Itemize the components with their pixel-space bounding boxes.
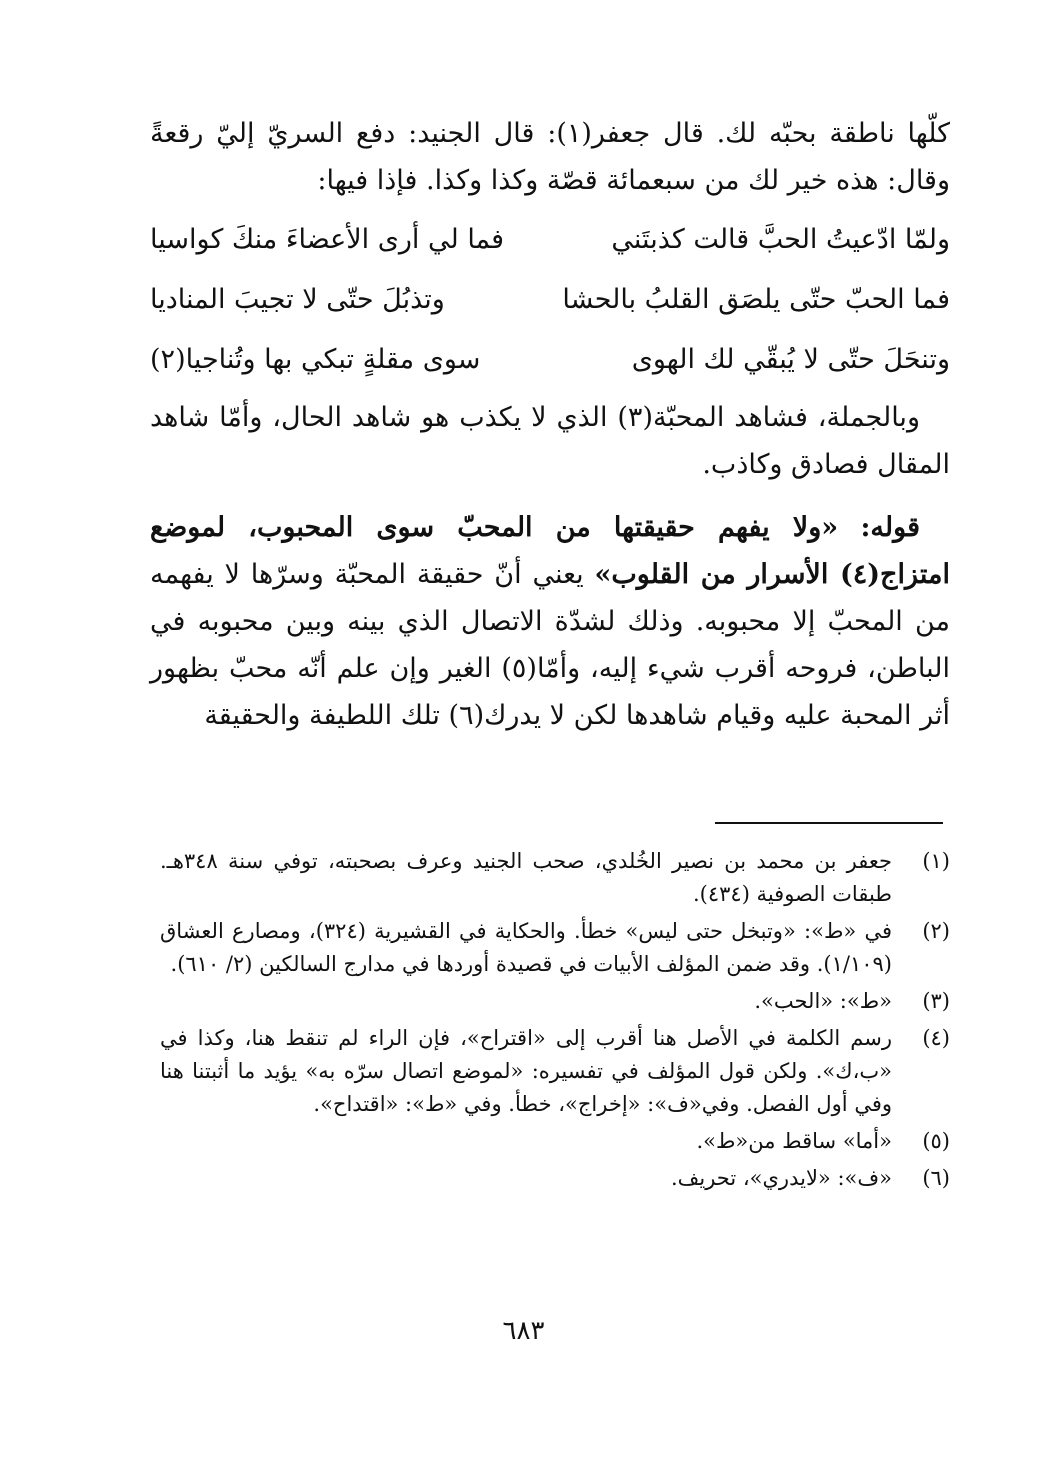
footnote-text: «أما» ساقط من«ط». — [696, 1129, 892, 1153]
verse-first-hemistich: فما الحبّ حتّى يلصَق القلبُ بالحشا — [562, 284, 950, 315]
page-number: ٦٨٣ — [502, 1316, 545, 1346]
footnote — [160, 845, 950, 911]
verse-second-hemistich: سوى مقلةٍ تبكي بها وتُناجيا(٢) — [150, 344, 481, 375]
footnote — [160, 1125, 950, 1158]
paragraph-1: كلّها ناطقة بحبّه لك. قال جعفر(١): قال الجنيد: دفع السريّ إليّ رقعةً وقال: هذه خير لك من سبعمائة قصّة وكذا وكذا. فإذا فيها: — [150, 118, 950, 196]
verse-second-hemistich: وتذبُلَ حتّى لا تجيبَ المناديا — [150, 284, 445, 315]
verse-second-hemistich: فما لي أرى الأعضاءَ منكَ كواسيا — [150, 224, 505, 255]
paragraph-2: وبالجملة، فشاهد المحبّة(٣) الذي لا يكذب هو شاهد الحال، وأمّا شاهد المقال فصادق وكاذب. — [150, 402, 950, 480]
footnote-text: «ف»: «لايدري»، تحريف. — [670, 1166, 892, 1190]
footnote — [160, 985, 950, 1018]
footnote-number: (١) — [922, 849, 950, 873]
footnote-separator — [715, 822, 943, 824]
footnote-number: (٣) — [922, 989, 950, 1013]
footnote-number: (٤) — [922, 1026, 950, 1050]
footnotes — [160, 845, 950, 1199]
paragraph-gap — [150, 488, 950, 504]
footnote-number: (٦) — [922, 1166, 950, 1190]
verse-first-hemistich: ولمّا ادّعيتُ الحبَّ قالت كذبتَني — [611, 224, 950, 255]
footnote-number: (٥) — [922, 1129, 950, 1153]
page-body — [150, 110, 950, 739]
footnote-text: جعفر بن محمد بن نصير الخُلدي، صحب الجنيد وعرف بصحبته، توفي سنة ٣٤٨هـ. طبقات الصوفية (٤٣٤). — [160, 849, 892, 906]
paragraph-3 — [150, 504, 950, 739]
verse-line — [150, 210, 950, 270]
footnote-number: (٢) — [922, 919, 950, 943]
verse-line — [150, 330, 950, 390]
main-text — [150, 110, 950, 739]
paragraph-3-lead: قوله: — [860, 512, 920, 543]
verse-line — [150, 270, 950, 330]
footnote-text: «ط»: «الحب». — [754, 989, 892, 1013]
paragraph-3-quote: «ولا يفهم حقيقتها من المحبّ سوى المحبوب، لموضع امتزاج(٤) الأسرار من القلوب» — [150, 512, 950, 590]
footnote — [160, 1162, 950, 1195]
footnote — [160, 915, 950, 981]
footnote-text: رسم الكلمة في الأصل هنا أقرب إلى «اقتراح»، فإن الراء لم تنقط هنا، وكذا في «ب،ك». ولكن قول المؤلف في تفسيره: «لموضع اتصال سرّه به» يؤيد ما أثبتنا هنا وفي أول الفصل. وفي«ف»: «إخراج»، خطأ. وفي «ط»: «اقتداح». — [160, 1026, 892, 1116]
footnote-text: في «ط»: «وتبخل حتى ليس» خطأ. والحكاية في القشيرية (٣٢٤)، ومصارع العشاق (١/١٠٩). وقد ضمن المؤلف الأبيات في قصيدة أوردها في مدارج السالكين (٢/ ٦١٠). — [160, 919, 892, 976]
footnote — [160, 1022, 950, 1121]
paragraph-3-rest: يعني أنّ حقيقة المحبّة وسرّها لا يفهمه من المحبّ إلا محبوبه. وذلك لشدّة الاتصال الذي بينه وبين محبوبه في الباطن، فروحه أقرب شيء إليه، وأمّا(٥) الغير وإن علم أنّه محبّ بظهور أثر المحبة عليه وقيام شاهدها لكن لا يدرك(٦) تلك اللطيفة والحقيقة — [150, 559, 950, 731]
poem — [150, 210, 950, 390]
verse-first-hemistich: وتنحَلَ حتّى لا يُبقّي لك الهوى — [631, 344, 950, 375]
